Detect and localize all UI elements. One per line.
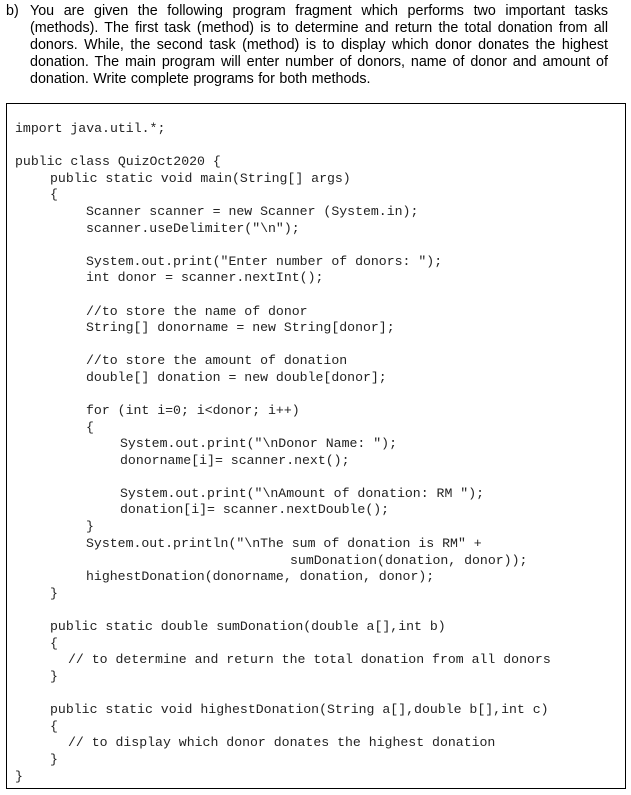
code-line: donorname[i]= scanner.next(); — [120, 453, 350, 468]
code-line: { — [50, 187, 58, 202]
code-line: public class QuizOct2020 { — [15, 154, 221, 169]
code-line: // to determine and return the total donation from all donors — [68, 652, 551, 667]
code-line: { — [50, 636, 58, 651]
code-line: for (int i=0; i<donor; i++) — [86, 403, 300, 418]
question-text-block — [6, 3, 608, 88]
code-line: scanner.useDelimiter("\n"); — [86, 221, 300, 236]
code-box — [6, 103, 626, 789]
question-body: You are given the following program fragment which performs two important tasks (methods). The first task (method) is to determine and return the total donation from all donors. While, the second task (method) is to display which donor donates the highest donation. The main program will enter number of donors, name of donor and amount of donation. Write complete programs for both methods. — [30, 3, 608, 87]
code-line: sumDonation(donation, donor)); — [290, 553, 528, 568]
code-line: public static void main(String[] args) — [50, 171, 351, 186]
code-line: // to display which donor donates the highest donation — [68, 735, 496, 750]
code-line: //to store the amount of donation — [86, 353, 348, 368]
code-line: Scanner scanner = new Scanner (System.in); — [86, 204, 419, 219]
code-line: public static void highestDonation(String a[],double b[],int c) — [50, 702, 549, 717]
code-line: { — [50, 719, 58, 734]
code-line: System.out.println("\nThe sum of donation is RM" + — [86, 536, 482, 551]
code-line: } — [50, 752, 58, 767]
code-line: { — [86, 420, 94, 435]
code-line: } — [50, 586, 58, 601]
code-line: } — [50, 669, 58, 684]
code-line: donation[i]= scanner.nextDouble(); — [120, 502, 390, 517]
code-line: import java.util.*; — [15, 121, 166, 136]
code-line: String[] donorname = new String[donor]; — [86, 320, 395, 335]
code-line: double[] donation = new double[donor]; — [86, 370, 387, 385]
code-line: System.out.print("Enter number of donors: "); — [86, 254, 443, 269]
code-line: } — [86, 519, 94, 534]
code-line: //to store the name of donor — [86, 304, 308, 319]
code-line: highestDonation(donorname, donation, donor); — [86, 569, 435, 584]
question-label: b) — [6, 3, 19, 19]
code-line: int donor = scanner.nextInt(); — [86, 270, 324, 285]
code-line: System.out.print("\nDonor Name: "); — [120, 436, 397, 451]
code-line: public static double sumDonation(double a[],int b) — [50, 619, 446, 634]
code-line: } — [15, 769, 23, 784]
code-line: System.out.print("\nAmount of donation: RM "); — [120, 486, 485, 501]
